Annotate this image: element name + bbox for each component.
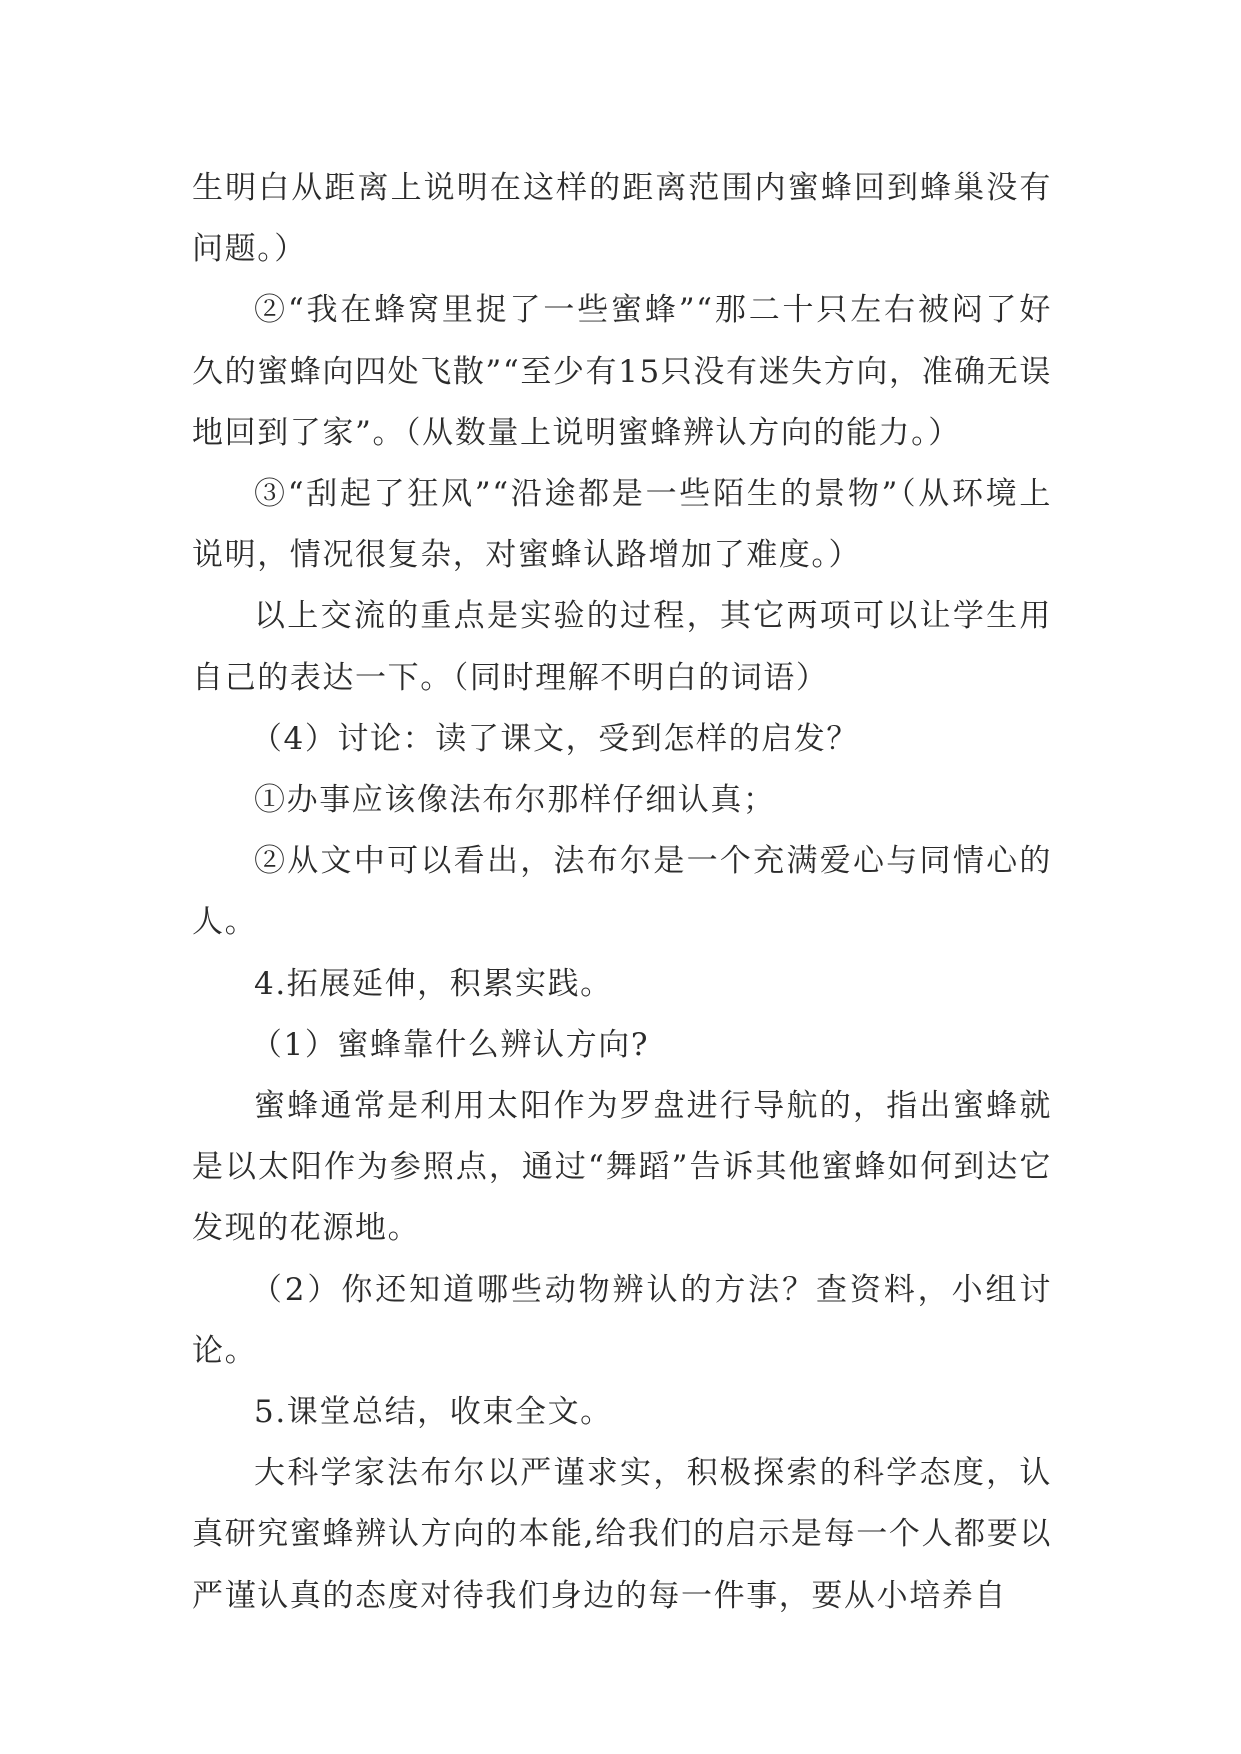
paragraph-item-3: ③“刮起了狂风”“沿途都是一些陌生的景物”（从环境上说明，情况很复杂，对蜜蜂认路增加了难度。） [192,476,1052,574]
document-body [192,158,1052,1627]
paragraph-inspiration-1: ①办事应该像法布尔那样仔细认真； [254,782,776,819]
paragraph-discussion-heading: （4）讨论：读了课文，受到怎样的启发？ [250,720,860,757]
paragraph-item-2: ②“我在蜂窝里捉了一些蜜蜂”“那二十只左右被闷了好久的蜜蜂向四处飞散”“至少有15只没有迷失方向，准确无误地回到了家”。（从数量上说明蜜蜂辨认方向的能力。） [192,292,1052,451]
paragraph-bee-navigation: 蜜蜂通常是利用太阳作为罗盘进行导航的，指出蜜蜂就是以太阳作为参照点，通过“舞蹈”告诉其他蜜蜂如何到达它发现的花源地。 [192,1088,1052,1247]
paragraph-summary: 以上交流的重点是实验的过程，其它两项可以让学生用自己的表达一下。（同时理解不明白的词语） [192,598,1052,696]
paragraph-question-2: （2）你还知道哪些动物辨认的方法？查资料，小组讨论。 [192,1271,1052,1369]
section-heading-summary: 5.课堂总结，收束全文。 [254,1394,613,1431]
paragraph-inspiration-2: ②从文中可以看出，法布尔是一个充满爱心与同情心的人。 [192,843,1052,941]
paragraph-conclusion: 大科学家法布尔以严谨求实，积极探索的科学态度，认真研究蜜蜂辨认方向的本能,给我们的启示是每一个人都要以严谨认真的态度对待我们身边的每一件事，要从小培养自 [192,1455,1052,1614]
paragraph-continuation: 生明白从距离上说明在这样的距离范围内蜜蜂回到蜂巢没有问题。） [192,170,1052,268]
section-heading-extension: 4.拓展延伸，积累实践。 [254,965,613,1002]
paragraph-question-1: （1）蜜蜂靠什么辨认方向? [250,1026,650,1063]
